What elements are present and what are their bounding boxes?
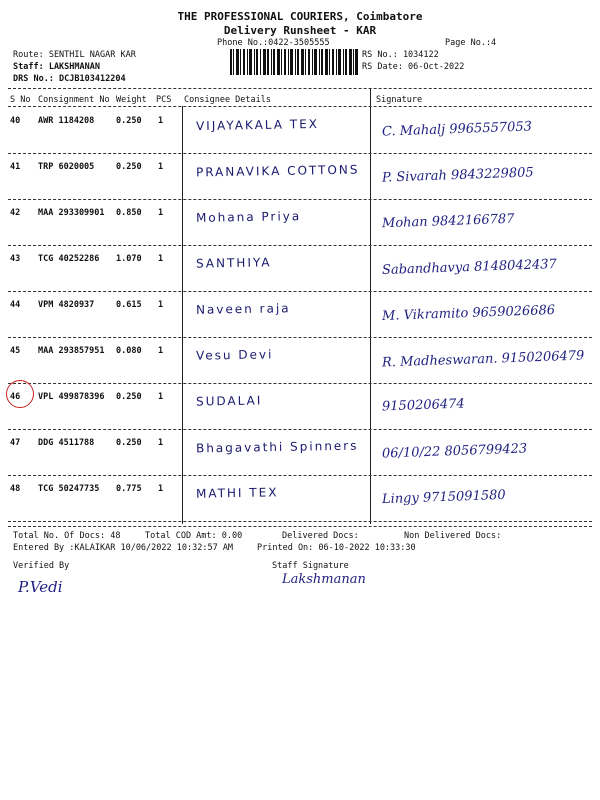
row-consignee: PRANAVIKA COTTONS	[195, 162, 360, 180]
row-signature: 9150206474	[381, 396, 465, 415]
drs-number: DRS No.: DCJB103412204	[13, 74, 126, 84]
delivered-docs: Delivered Docs:	[282, 531, 359, 541]
row-divider	[8, 337, 592, 338]
row-divider	[8, 291, 592, 292]
row-divider	[8, 245, 592, 246]
company-title: THE PROFESSIONAL COURIERS, Coimbatore	[177, 10, 423, 23]
row-signature: Lingy 9715091580	[381, 487, 506, 508]
row-pcs: 1	[158, 208, 164, 218]
row-consignment: MAA 293309901	[38, 208, 105, 218]
row-signature: P. Sivarah 9843229805	[381, 165, 534, 186]
row-weight: 0.080	[116, 346, 142, 356]
row-consignment: AWR 1184208	[38, 116, 95, 126]
non-delivered-docs: Non Delivered Docs:	[404, 531, 502, 541]
header-rule	[8, 106, 592, 107]
row-divider	[8, 199, 592, 200]
col-sno: S No	[10, 95, 31, 105]
staff-signature: Lakshmanan	[282, 572, 366, 587]
row-pcs: 1	[158, 484, 164, 494]
row-consignment: VPL 499878396	[38, 392, 105, 402]
row-sno: 41	[10, 162, 21, 172]
consignee-divider	[182, 106, 183, 524]
col-consignment: Consignment No	[38, 95, 110, 105]
row-sno: 44	[10, 300, 21, 310]
entered-by: Entered By :KALAIKAR 10/06/2022 10:32:57 AM	[13, 543, 234, 553]
row-pcs: 1	[158, 300, 164, 310]
row-consignee: Naveen raja	[195, 301, 291, 317]
rs-date: RS Date: 06-Oct-2022	[362, 62, 465, 72]
footer-rule	[8, 526, 592, 527]
runsheet-title: Delivery Runsheet - KAR	[223, 24, 377, 37]
row-pcs: 1	[158, 438, 164, 448]
staff-signature-label: Staff Signature	[272, 561, 349, 571]
row-sno: 40	[10, 116, 21, 126]
row-weight: 0.615	[116, 300, 142, 310]
row-divider	[8, 429, 592, 430]
row-consignee: Vesu Devi	[195, 347, 274, 363]
row-weight: 0.850	[116, 208, 142, 218]
row-sno: 48	[10, 484, 21, 494]
row-weight: 0.250	[116, 162, 142, 172]
row-signature: 06/10/22 8056799423	[381, 441, 528, 462]
row-signature: Sabandhavya 8148042437	[381, 256, 558, 279]
phone-number: Phone No.:0422-3505555	[217, 38, 330, 48]
row-consignment: TCG 40252286	[38, 254, 100, 264]
row-consignment: MAA 293857951	[38, 346, 105, 356]
staff-label: Staff: LAKSHMANAN	[13, 62, 100, 72]
total-cod: Total COD Amt: 0.00	[145, 531, 243, 541]
row-pcs: 1	[158, 346, 164, 356]
row-weight: 0.250	[116, 392, 142, 402]
row-pcs: 1	[158, 254, 164, 264]
row-weight: 0.250	[116, 116, 142, 126]
row-consignment: TRP 6020005	[38, 162, 95, 172]
row-divider	[8, 475, 592, 476]
total-docs: Total No. Of Docs: 48	[13, 531, 121, 541]
row-signature: C. Mahalj 9965557053	[381, 119, 533, 140]
row-signature: Mohan 9842166787	[381, 211, 515, 232]
rs-number: RS No.: 1034122	[362, 50, 439, 60]
col-weight: Weight	[116, 95, 147, 105]
row-consignee: Bhagavathi Spinners	[195, 438, 359, 456]
row-sno: 47	[10, 438, 21, 448]
row-sno: 43	[10, 254, 21, 264]
row-weight: 0.250	[116, 438, 142, 448]
verified-signature: P.Vedi	[18, 578, 63, 596]
row-weight: 1.070	[116, 254, 142, 264]
barcode	[230, 49, 358, 75]
row-consignee: SANTHIYA	[195, 255, 272, 271]
row-consignment: TCG 50247735	[38, 484, 100, 494]
row-consignment: DDG 4511788	[38, 438, 95, 448]
row-signature: R. Madheswaran. 9150206479	[381, 348, 585, 371]
row-pcs: 1	[158, 116, 164, 126]
row-sno: 46	[10, 392, 21, 402]
row-consignee: Mohana Priya	[195, 209, 302, 225]
page-number: Page No.:4	[445, 38, 497, 48]
col-consignee: Consignee Details	[184, 95, 271, 105]
row-pcs: 1	[158, 392, 164, 402]
row-sno: 42	[10, 208, 21, 218]
row-divider	[8, 153, 592, 154]
route-label: Route: SENTHIL NAGAR KAR	[13, 50, 136, 60]
row-consignee: SUDALAI	[195, 393, 263, 409]
row-signature: M. Vikramito 9659026686	[381, 302, 556, 325]
row-consignee: VIJAYAKALA TEX	[195, 116, 320, 134]
col-signature: Signature	[376, 95, 423, 105]
row-pcs: 1	[158, 162, 164, 172]
row-weight: 0.775	[116, 484, 142, 494]
col-pcs: PCS	[156, 95, 172, 105]
row-sno: 45	[10, 346, 21, 356]
printed-on: Printed On: 06-10-2022 10:33:30	[257, 543, 416, 553]
row-divider	[8, 521, 592, 522]
row-divider	[8, 383, 592, 384]
row-consignee: MATHI TEX	[195, 485, 279, 501]
table-top-rule	[8, 88, 592, 89]
row-consignment: VPM 4820937	[38, 300, 95, 310]
verified-by-label: Verified By	[13, 561, 70, 571]
marker-circle	[6, 380, 34, 408]
